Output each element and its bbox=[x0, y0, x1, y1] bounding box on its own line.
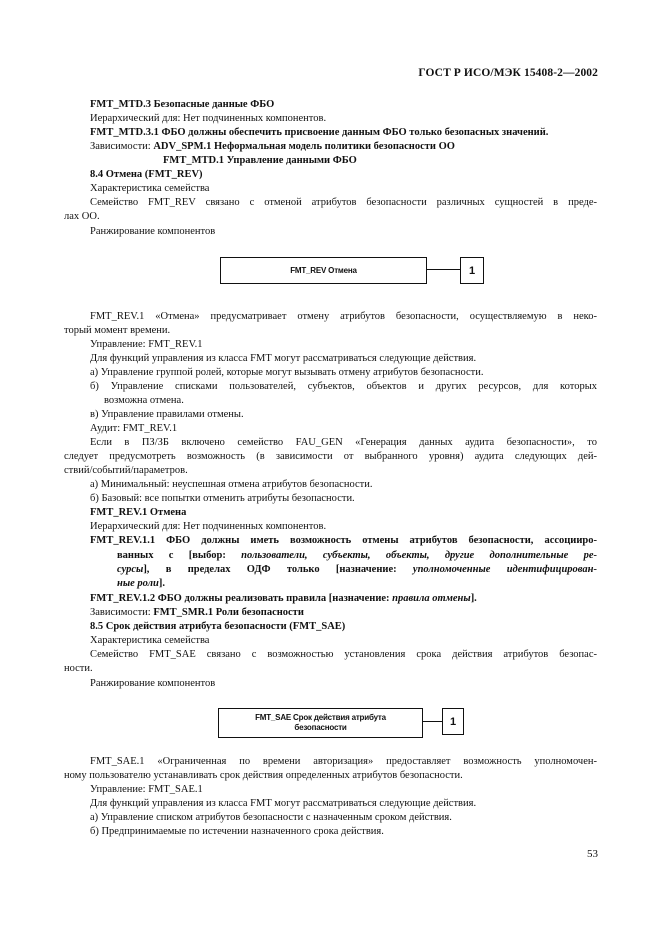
component-box: FMT_SAE Срок действия атрибута безопасности bbox=[218, 708, 423, 738]
dependencies-line bbox=[0, 606, 661, 620]
assignment-text: уполномоченные идентифицирован- bbox=[412, 564, 597, 575]
component-title: FMT_MTD.3 Безопасные данные ФБО bbox=[90, 99, 275, 110]
paragraph-line: ному пользователю устанавливать срок действия определенных атрибутов безопасности. bbox=[64, 770, 463, 781]
component-title: FMT_REV.1 Отмена bbox=[90, 507, 187, 518]
paragraph-text: Семейство FMT_REV связано с отменой атрибутов безопасности различных сущностей в преде- bbox=[90, 197, 597, 208]
hierarchy-text: Иерархический для: Нет подчиненных компонентов. bbox=[90, 113, 327, 124]
dependency-ref: FMT_SMR.1 Роли безопасности bbox=[153, 607, 304, 618]
subheading: Характеристика семейства bbox=[90, 183, 210, 194]
element-text: FMT_MTD.3.1 ФБО должны обеспечить присвоение данным ФБО только безопасных значений. bbox=[90, 127, 549, 138]
page-number: 53 bbox=[587, 848, 598, 860]
management-label: Управление: FMT_SAE.1 bbox=[90, 784, 203, 795]
element-text-continuation: сурсы], в пределах ОДФ только [назначение: уполномоченные идентифицирован- bbox=[117, 564, 597, 575]
paragraph-line bbox=[0, 196, 661, 210]
paragraph-line bbox=[0, 755, 661, 769]
document-header: ГОСТ Р ИСО/МЭК 15408-2—2002 bbox=[418, 67, 598, 79]
list-item: в) Управление правилами отмены. bbox=[90, 409, 244, 420]
element-text-continuation: ванных с [выбор: пользователи, субъекты, объекты, другие дополнительные ре- bbox=[117, 550, 597, 561]
list-item bbox=[0, 380, 661, 394]
dependency-ref: FMT_MTD.1 Управление данными ФБО bbox=[163, 155, 357, 166]
paragraph-text: следует предусмотреть возможность (в зависимости от выбранного уровня) аудита следующих дей- bbox=[64, 451, 597, 462]
management-label: Управление: FMT_REV.1 bbox=[90, 339, 203, 350]
audit-label: Аудит: FMT_REV.1 bbox=[90, 423, 178, 434]
section-heading: 8.5 Срок действия атрибута безопасности (FMT_SAE) bbox=[90, 621, 346, 632]
paragraph-line: ности. bbox=[64, 663, 93, 674]
assignment-text: правила отмены bbox=[392, 593, 471, 604]
hierarchy-text: Иерархический для: Нет подчиненных компонентов. bbox=[90, 521, 327, 532]
section-heading: 8.4 Отмена (FMT_REV) bbox=[90, 169, 203, 180]
list-item: а) Минимальный: неуспешная отмена атрибутов безопасности. bbox=[90, 479, 373, 490]
paragraph-text: Семейство FMT_SAE связано с возможностью установления срока действия атрибутов безопас- bbox=[90, 649, 597, 660]
dependencies-label: Зависимости: bbox=[90, 607, 154, 618]
paragraph-line bbox=[0, 648, 661, 662]
element-text: FMT_REV.1.2 ФБО должны реализовать правила [назначение: правила отмены]. bbox=[90, 593, 477, 604]
dependencies-line bbox=[0, 140, 661, 154]
list-item: б) Предпринимаемые по истечении назначенного срока действия. bbox=[90, 826, 384, 837]
connector-line bbox=[427, 269, 460, 270]
component-box: FMT_REV Отмена bbox=[220, 257, 427, 284]
list-item: а) Управление списком атрибутов безопасности с назначенным сроком действия. bbox=[90, 812, 452, 823]
dependencies-label: Зависимости: bbox=[90, 141, 154, 152]
paragraph-text: FMT_REV.1 «Отмена» предусматривает отмену атрибутов безопасности, осуществляемую в неко- bbox=[90, 311, 597, 322]
paragraph-line: лах ОО. bbox=[64, 211, 100, 222]
paragraph-line bbox=[0, 310, 661, 324]
paragraph-line: Для функций управления из класса FMT могут рассматриваться следующие действия. bbox=[90, 798, 477, 809]
paragraph-text: Если в ПЗ/ЗБ включено семейство FAU_GEN «Генерация данных аудита безопасности», то bbox=[90, 437, 597, 448]
connector-line bbox=[423, 721, 442, 722]
list-item: а) Управление группой ролей, которые могут вызывать отмену атрибутов безопасности. bbox=[90, 367, 484, 378]
element-text-line: FMT_REV.1.1 ФБО должны иметь возможность отмены атрибутов безопасности, ассоцииро- bbox=[90, 535, 597, 546]
paragraph-line: Для функций управления из класса FMT могут рассматриваться следующие действия. bbox=[90, 353, 477, 364]
list-item: б) Базовый: все попытки отменить атрибуты безопасности. bbox=[90, 493, 355, 504]
element-text-continuation: ные роли]. bbox=[117, 578, 165, 589]
level-number: 1 bbox=[442, 708, 464, 735]
element-text bbox=[0, 534, 661, 548]
dependency-ref: ADV_SPM.1 Неформальная модель политики безопасности ОО bbox=[153, 141, 455, 152]
list-item-text: б) Управление списками пользователей, субъектов, объектов и других ресурсов, для которых bbox=[90, 381, 597, 392]
paragraph-line: торый момент времени. bbox=[64, 325, 171, 336]
paragraph-line bbox=[0, 436, 661, 450]
level-number: 1 bbox=[460, 257, 484, 284]
subheading: Ранжирование компонентов bbox=[90, 678, 216, 689]
subheading: Ранжирование компонентов bbox=[90, 226, 216, 237]
paragraph-line bbox=[0, 450, 661, 464]
selection-list: пользователи, субъекты, объекты, другие дополнительные ре- bbox=[241, 550, 597, 561]
paragraph-text: FMT_SAE.1 «Ограниченная по времени авторизация» предоставляет возможность уполномочен- bbox=[90, 756, 597, 767]
subheading: Характеристика семейства bbox=[90, 635, 210, 646]
paragraph-line: ствий/событий/параметров. bbox=[64, 465, 188, 476]
list-item-continuation: возможна отмена. bbox=[104, 395, 184, 406]
